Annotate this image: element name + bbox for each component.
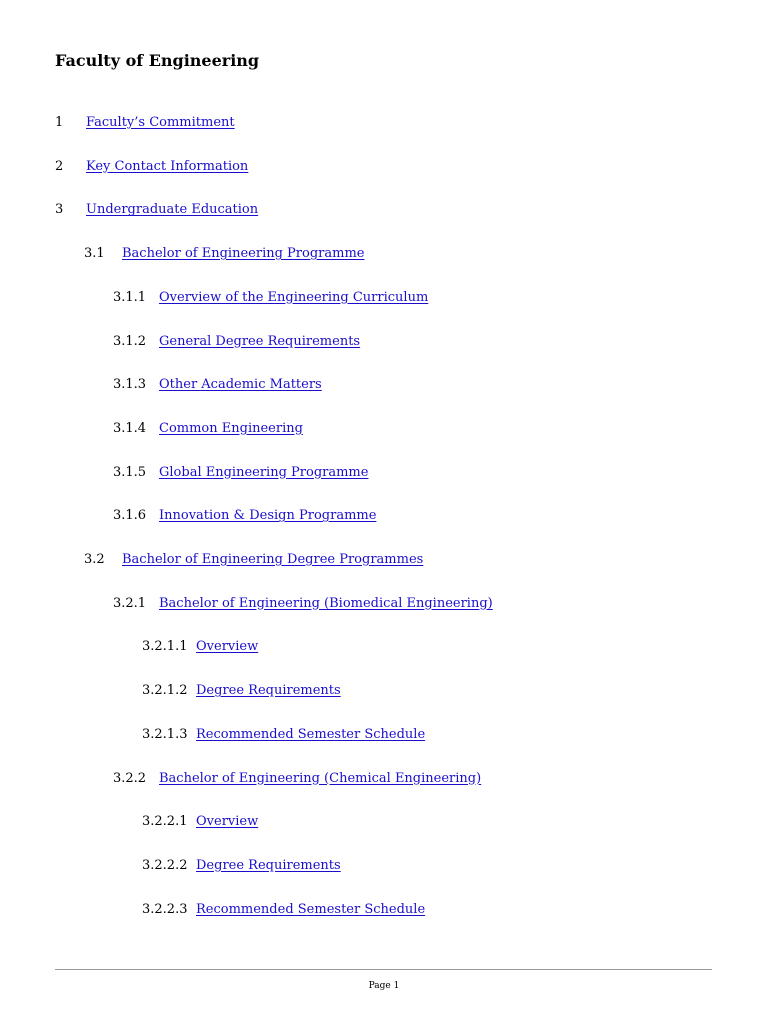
toc-entry-number: 3.1.6 [113, 508, 147, 524]
toc-entry-number: 3.1.4 [113, 420, 147, 436]
document-title: Faculty of Engineering [55, 51, 260, 70]
page-number: Page 1 [368, 981, 400, 991]
toc-entry-link[interactable]: Degree Requirements [196, 857, 341, 873]
toc-entry-link[interactable]: Overview [196, 639, 259, 655]
toc-entry-number: 3.2.1.3 [142, 726, 188, 742]
toc-entry-number: 3.2.1.2 [142, 683, 188, 699]
toc-entry-link[interactable]: Recommended Semester Schedule [196, 901, 426, 917]
toc-entry-link[interactable]: Faculty’s Commitment [86, 115, 235, 130]
toc-entry-link[interactable]: Global Engineering Programme [159, 464, 369, 480]
toc-entry-number: 3.1.2 [113, 333, 147, 349]
toc-entry-number: 3.2.1.1 [142, 639, 188, 655]
toc-entry-number: 3.2.2.3 [142, 901, 188, 917]
toc-entry-number: 3.1.5 [113, 464, 147, 480]
toc-entry-number: 3.1.1 [113, 289, 147, 305]
toc-entry-link[interactable]: Other Academic Matters [159, 377, 322, 393]
toc-entry-number: 3.1.3 [113, 377, 147, 393]
toc-entry-link[interactable]: Innovation & Design Programme [159, 508, 377, 524]
toc-entry-number: 3.2.2.1 [142, 814, 188, 830]
toc-entry-link[interactable]: Bachelor of Engineering (Chemical Engineering) [159, 770, 482, 786]
toc-entry-link[interactable]: Common Engineering [159, 420, 303, 436]
toc-entry-number: 3.2.2.2 [142, 857, 188, 873]
toc-entry-link[interactable]: Key Contact Information [86, 158, 249, 174]
toc-entry-link[interactable]: Bachelor of Engineering (Biomedical Engineering) [159, 595, 493, 611]
toc-entry-number: 3.1 [84, 246, 105, 262]
toc-entry-link[interactable]: Undergraduate Education [86, 202, 259, 218]
toc-entry-link[interactable]: General Degree Requirements [159, 333, 361, 349]
toc-entry-link[interactable]: Bachelor of Engineering Programme [122, 246, 365, 262]
toc-entry-link[interactable]: Bachelor of Engineering Degree Programmes [122, 552, 424, 567]
toc-entry-number: 2 [55, 158, 64, 174]
toc-entry-number: 3.2.1 [113, 595, 147, 611]
toc-entry-link[interactable]: Degree Requirements [196, 683, 341, 699]
toc-entry-number: 1 [55, 115, 64, 130]
footer-divider [55, 969, 712, 970]
toc-entry-link[interactable]: Overview [196, 814, 259, 830]
toc-entry-number: 3.2 [84, 552, 105, 567]
toc-entry-number: 3 [55, 202, 64, 218]
toc-entry-number: 3.2.2 [113, 770, 147, 786]
toc-entry-link[interactable]: Overview of the Engineering Curriculum [159, 289, 429, 305]
toc-entry-link[interactable]: Recommended Semester Schedule [196, 726, 426, 742]
